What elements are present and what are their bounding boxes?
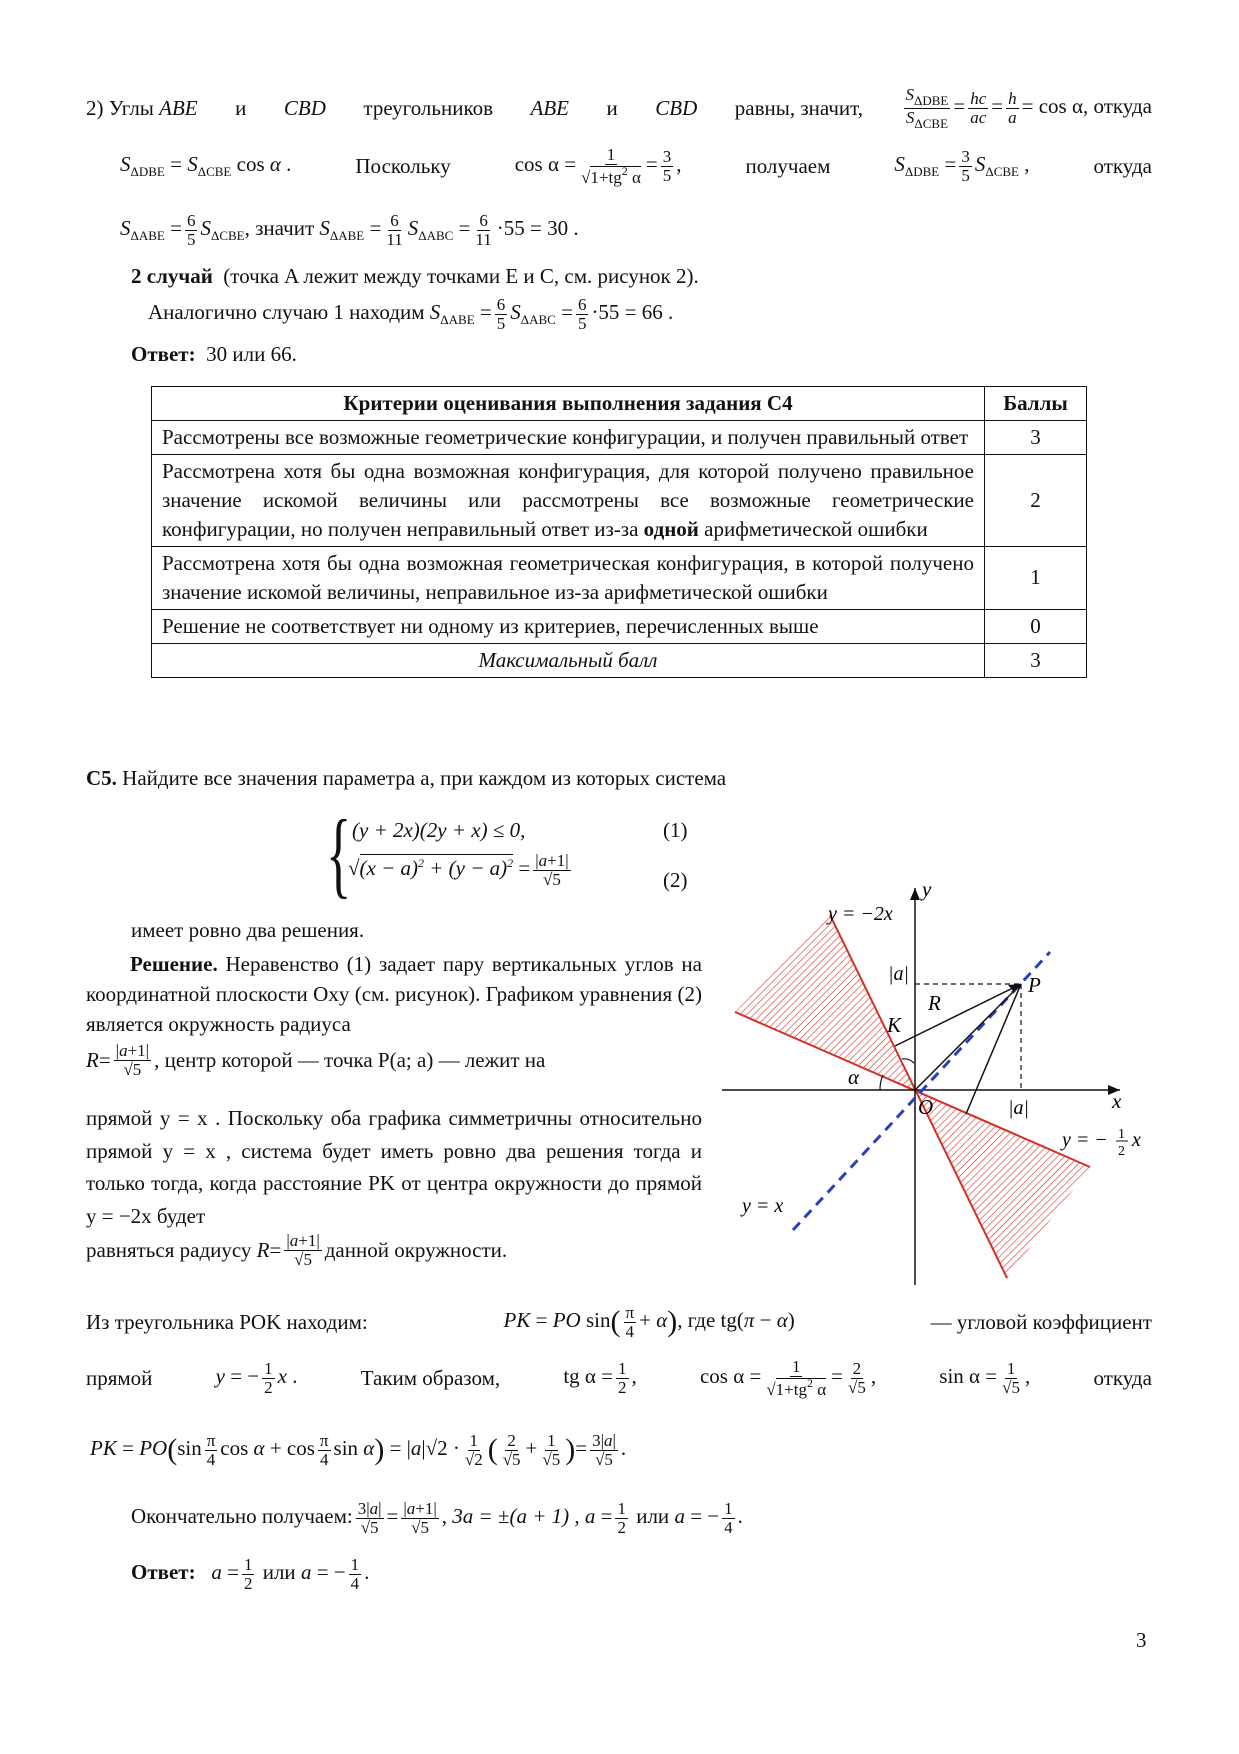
label-y-equals-x: y = x [742, 1195, 784, 1217]
case2-line: Аналогично случаю 1 находим $S_{\Delta ABE}$ = $\frac{6}{5}$ $S_{\Delta ABC}$ = $\frac{6}{5}$ ·55 = 66 . [148, 295, 674, 333]
criteria-points: 2 [985, 454, 1087, 546]
label-y-minus-2x: y = −2x [828, 903, 893, 925]
label-alpha: α [848, 1065, 860, 1089]
criteria-points: 1 [985, 546, 1087, 609]
label-abs-a-x: |a| [1008, 1097, 1029, 1119]
points-header: Баллы [985, 387, 1087, 421]
solution-paragraph-2: прямой y = x . Поскольку оба графика симметричны относительно прямой y = x , система будет иметь ровно два решения тогда и только тогда, когда расстояние PK от центра окружности до прямой y = −2x будет [86, 1106, 702, 1228]
criteria-table [151, 386, 1087, 678]
page-number: 3 [1136, 1628, 1147, 1652]
label-y-minus-half-x: y = − [1062, 1129, 1108, 1151]
part2-line-2: $S_{\Delta DBE} = S_{\Delta CBE}$ cos α . Поскольку cos α = $\frac{1}{√1+tg^2 \alpha}$ = $\frac{3}{5}$ , получаем $S_{\Delta DBE}$ = $\frac{3}{5}$ $S_{\Delta CBE}$ , откуда [120, 145, 1152, 187]
criteria-header-row [152, 387, 1087, 421]
coordinate-figure [700, 870, 1160, 1290]
solution-paragraph: Решение. Неравенство (1) задает пару вертикальных углов на координатной плоскости Oxy (см. рисунок). Графиком уравнения (2) является окружность радиуса [86, 952, 702, 1036]
system-eq-1: (y + 2x)(2y + x) ≤ 0, [352, 818, 526, 842]
shaded-region-lower [915, 1090, 1090, 1278]
ratio-formula: $\frac{S_{\Delta DBE}}{S_{\Delta CBE}}$ = $\frac{hc}{ac}$ = $\frac{h}{a}$ = cos α, откуда [905, 85, 1152, 131]
angle-arc-k [902, 1059, 914, 1063]
criteria-text: Рассмотрена хотя бы одна возможная конфигурация, для которой получено правильное значение искомой величины или рассмотрены все возможные геометрические конфигурации, но получен неправильный ответ из-за одной арифметической ошибки [152, 454, 985, 546]
final-line: Окончательно получаем: $\frac{3|a|}{√5}$ = $\frac{|a+1|}{√5}$ , 3a = ±(a + 1) , a = $\frac{1}{2}$ или a = − $\frac{1}{4}$ . [131, 1499, 743, 1537]
criteria-text: Рассмотрена хотя бы одна возможная геометрическая конфигурация, в которой получено значение искомой величины, неправильное из-за арифметической ошибки [152, 546, 985, 609]
label-origin: O [918, 1095, 934, 1119]
pk-formula: PK = PO(sin $\frac{\pi}{4}$ cos α + cos $\frac{\pi}{4}$ sin α) = |a|√2 · $\frac{1}{√2}$ ( $\frac{2}{√5}$ + $\frac{1}{√5}$ )= $\frac{3|a|}{√5}$ . [90, 1431, 627, 1469]
system-eq-2-num: (2) [663, 868, 688, 892]
max-score-label: Максимальный балл [152, 643, 985, 677]
label-radius: R [928, 991, 941, 1015]
triangle-line: Из треугольника POK находим: PK = PO sin( $\frac{\pi}{4}$ + α), где tg(π − α) — угловой коэффициент [86, 1303, 1152, 1341]
label-point-p: P [1028, 973, 1041, 997]
criteria-points: 0 [985, 609, 1087, 643]
y-axis-arrow [910, 888, 920, 900]
system-eq-2: $√(x - a)^2 + (y - a)^2$ = $\frac{|a+1|}{√5}$ [348, 851, 569, 889]
shaded-region-upper [735, 915, 915, 1090]
criteria-points: 3 [985, 420, 1087, 454]
y-axis-label: y [922, 877, 932, 901]
system-brace: { [326, 800, 352, 907]
criteria-row [152, 454, 1087, 546]
c5-task: С5. Найдите все значения параметра a, при каждом из которых система [86, 766, 727, 790]
label-abs-a-y: |a| [888, 963, 909, 985]
system-eq-1-num: (1) [663, 818, 688, 842]
part2-line-3: $S_{\Delta ABE}$ = $\frac{6}{5}$ $S_{\Delta CBE}$, значит $S_{\Delta ABE}$ = $\frac{6}{11}$ $S_{\Delta ABC}$ = $\frac{6}{11}$ ·55 = 30 . [120, 211, 579, 249]
slope-line: прямой y = − $\frac{1}{2}$ x . Таким образом, tg α = $\frac{1}{2}$ , cos α = $\frac{1}{√1+tg^2 \alpha}$ = $\frac{2}{√5}$ , sin α = $\frac{1}{√5}$ , откуда [86, 1357, 1152, 1399]
radius-formula-line: R = $\frac{|a+1|}{√5}$ , центр которой — точка P(a; a) — лежит на [86, 1041, 546, 1079]
half-num: 1 [1118, 1127, 1125, 1142]
angle-arc-alpha [880, 1075, 883, 1090]
max-score-value: 3 [985, 643, 1087, 677]
radius-equal-line: равняться радиусу R = $\frac{|a+1|}{√5}$ данной окружности. [86, 1231, 508, 1269]
criteria-text: Рассмотрены все возможные геометрические конфигурации, и получен правильный ответ [152, 420, 985, 454]
criteria-text: Решение не соответствует ни одному из критериев, перечисленных выше [152, 609, 985, 643]
answer-c5: Ответ: a = $\frac{1}{2}$ или a = − $\frac{1}{4}$ . [131, 1555, 370, 1593]
label-bottom-x: x [1132, 1129, 1141, 1151]
answer-c4: Ответ: 30 или 66. [131, 342, 297, 366]
segment-p-down [966, 984, 1021, 1114]
criteria-row [152, 609, 1087, 643]
segment-pk [895, 984, 1021, 1046]
criteria-row [152, 546, 1087, 609]
criteria-max-row [152, 643, 1087, 677]
case2-title: 2 случай (точка A лежит между точками E и C, см. рисунок 2). [131, 264, 699, 288]
label-point-k: K [887, 1013, 902, 1037]
c5-after: имеет ровно два решения. [131, 918, 365, 942]
criteria-header: Критерии оценивания выполнения задания С4 [152, 387, 985, 421]
criteria-row [152, 420, 1087, 454]
x-axis-label: x [1112, 1089, 1122, 1113]
half-den: 2 [1118, 1144, 1125, 1159]
part2-line-1: 2) Углы ABE и CBD треугольников ABE и CBD равны, значит, $\frac{S_{\Delta DBE}}{S_{\Delta CBE}}$ = $\frac{hc}{ac}$ = $\frac{h}{a}$ = cos α, откуда [86, 85, 1152, 131]
